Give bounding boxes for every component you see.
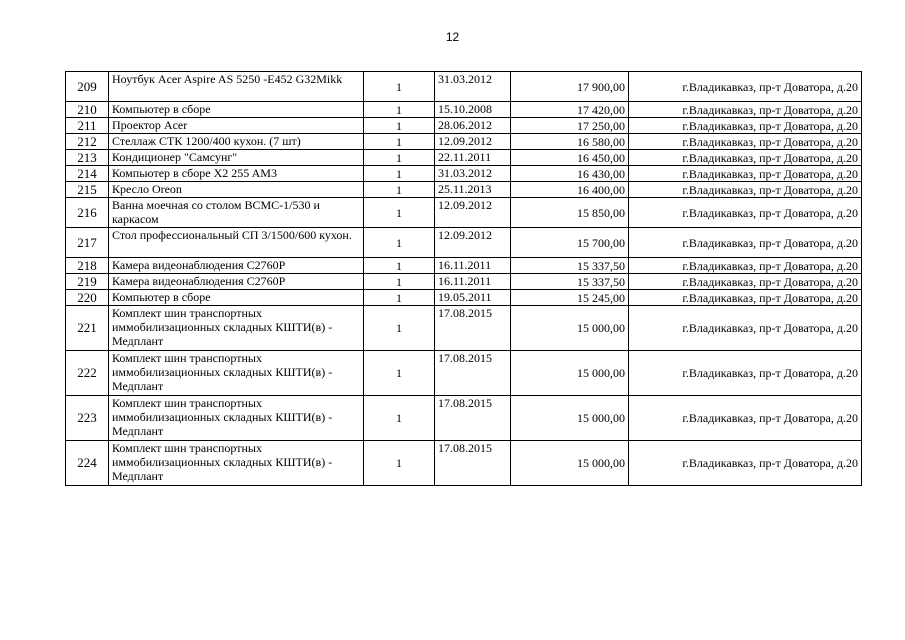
item-date: 12.09.2012 [435,134,511,150]
item-name: Компьютер в сборе [109,290,364,306]
table-row [66,258,862,274]
item-address: г.Владикавказ, пр-т Доватора, д.20 [629,306,862,351]
table-row [66,72,862,102]
row-number: 212 [66,134,109,150]
item-quantity: 1 [364,351,435,396]
item-address: г.Владикавказ, пр-т Доватора, д.20 [629,441,862,486]
item-name: Компьютер в сборе [109,102,364,118]
row-number: 216 [66,198,109,228]
row-number: 213 [66,150,109,166]
table-row [66,274,862,290]
inventory-table [65,71,862,486]
item-date: 31.03.2012 [435,72,511,102]
item-cost: 17 420,00 [511,102,629,118]
item-cost: 16 430,00 [511,166,629,182]
item-address: г.Владикавказ, пр-т Доватора, д.20 [629,150,862,166]
item-cost: 16 450,00 [511,150,629,166]
item-date: 22.11.2011 [435,150,511,166]
item-cost: 16 580,00 [511,134,629,150]
item-date: 17.08.2015 [435,441,511,486]
item-name: Стол профессиональный СП 3/1500/600 кухон. [109,228,364,258]
item-name: Кресло Oreon [109,182,364,198]
item-date: 12.09.2012 [435,228,511,258]
item-cost: 15 000,00 [511,306,629,351]
table-row [66,198,862,228]
row-number: 209 [66,72,109,102]
row-number: 222 [66,351,109,396]
item-name: Компьютер в сборе X2 255 AM3 [109,166,364,182]
item-quantity: 1 [364,290,435,306]
item-name: Камера видеонаблюдения C2760P [109,258,364,274]
table-row [66,396,862,441]
row-number: 214 [66,166,109,182]
table-row [66,441,862,486]
item-quantity: 1 [364,118,435,134]
item-address: г.Владикавказ, пр-т Доватора, д.20 [629,118,862,134]
item-name: Проектор Acer [109,118,364,134]
item-address: г.Владикавказ, пр-т Доватора, д.20 [629,198,862,228]
item-date: 31.03.2012 [435,166,511,182]
item-address: г.Владикавказ, пр-т Доватора, д.20 [629,396,862,441]
item-quantity: 1 [364,102,435,118]
row-number: 220 [66,290,109,306]
item-cost: 15 337,50 [511,274,629,290]
table-row [66,306,862,351]
item-quantity: 1 [364,274,435,290]
row-number: 217 [66,228,109,258]
table-row [66,182,862,198]
table-row [66,166,862,182]
item-quantity: 1 [364,306,435,351]
item-quantity: 1 [364,150,435,166]
row-number: 221 [66,306,109,351]
item-address: г.Владикавказ, пр-т Доватора, д.20 [629,166,862,182]
item-cost: 17 900,00 [511,72,629,102]
item-date: 16.11.2011 [435,274,511,290]
item-quantity: 1 [364,258,435,274]
item-date: 25.11.2013 [435,182,511,198]
item-date: 19.05.2011 [435,290,511,306]
item-address: г.Владикавказ, пр-т Доватора, д.20 [629,134,862,150]
item-cost: 17 250,00 [511,118,629,134]
item-quantity: 1 [364,134,435,150]
row-number: 224 [66,441,109,486]
item-address: г.Владикавказ, пр-т Доватора, д.20 [629,351,862,396]
item-cost: 15 245,00 [511,290,629,306]
item-cost: 15 000,00 [511,441,629,486]
item-name: Ноутбук Acer Aspire AS 5250 -E452 G32Mikk [109,72,364,102]
item-cost: 16 400,00 [511,182,629,198]
row-number: 215 [66,182,109,198]
item-address: г.Владикавказ, пр-т Доватора, д.20 [629,228,862,258]
table-row [66,351,862,396]
item-quantity: 1 [364,396,435,441]
item-name: Стеллаж СТК 1200/400 кухон. (7 шт) [109,134,364,150]
row-number: 210 [66,102,109,118]
item-date: 28.06.2012 [435,118,511,134]
row-number: 211 [66,118,109,134]
table-row [66,118,862,134]
item-quantity: 1 [364,182,435,198]
item-date: 12.09.2012 [435,198,511,228]
table-row [66,102,862,118]
item-address: г.Владикавказ, пр-т Доватора, д.20 [629,182,862,198]
item-cost: 15 000,00 [511,396,629,441]
item-name: Комплект шин транспортных иммобилизационных складных КШТИ(в) - Медплант [109,396,364,441]
item-name: Комплект шин транспортных иммобилизационных складных КШТИ(в) - Медплант [109,306,364,351]
item-date: 17.08.2015 [435,396,511,441]
item-name: Комплект шин транспортных иммобилизационных складных КШТИ(в) - Медплант [109,441,364,486]
item-address: г.Владикавказ, пр-т Доватора, д.20 [629,72,862,102]
table-row [66,134,862,150]
item-cost: 15 000,00 [511,351,629,396]
item-quantity: 1 [364,72,435,102]
item-cost: 15 337,50 [511,258,629,274]
item-address: г.Владикавказ, пр-т Доватора, д.20 [629,258,862,274]
page-number: 12 [445,30,460,44]
item-date: 17.08.2015 [435,306,511,351]
item-address: г.Владикавказ, пр-т Доватора, д.20 [629,102,862,118]
item-date: 17.08.2015 [435,351,511,396]
item-date: 15.10.2008 [435,102,511,118]
item-name: Камера видеонаблюдения C2760P [109,274,364,290]
item-name: Ванна моечная со столом ВСМС-1/530 и каркасом [109,198,364,228]
table-row [66,150,862,166]
item-date: 16.11.2011 [435,258,511,274]
item-name: Комплект шин транспортных иммобилизационных складных КШТИ(в) - Медплант [109,351,364,396]
row-number: 223 [66,396,109,441]
item-quantity: 1 [364,441,435,486]
item-quantity: 1 [364,166,435,182]
item-cost: 15 700,00 [511,228,629,258]
row-number: 219 [66,274,109,290]
item-address: г.Владикавказ, пр-т Доватора, д.20 [629,274,862,290]
item-quantity: 1 [364,228,435,258]
item-quantity: 1 [364,198,435,228]
table-row [66,290,862,306]
item-address: г.Владикавказ, пр-т Доватора, д.20 [629,290,862,306]
table-row [66,228,862,258]
item-name: Кондиционер "Самсунг" [109,150,364,166]
row-number: 218 [66,258,109,274]
item-cost: 15 850,00 [511,198,629,228]
